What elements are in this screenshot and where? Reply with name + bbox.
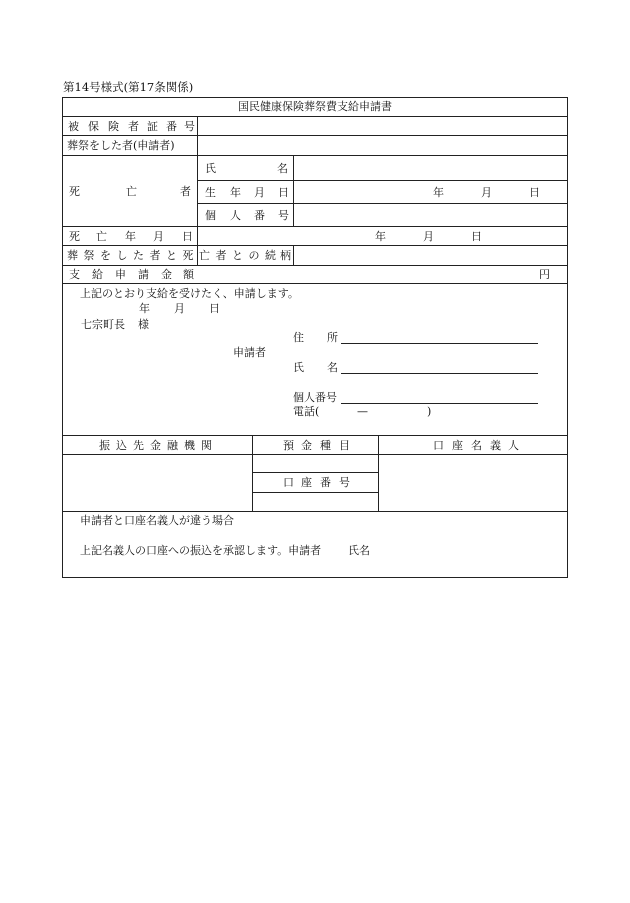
applicant-caption: 申請者	[233, 346, 266, 359]
form-number: 第14号様式(第17条関係)	[63, 80, 194, 94]
bank-institution-field[interactable]	[64, 456, 250, 510]
applicant-field[interactable]	[200, 136, 566, 154]
request-statement: 上記のとおり支給を受けたく、申請します。	[80, 287, 299, 300]
relationship-field[interactable]	[296, 246, 566, 264]
consent-name-label: 氏名	[348, 544, 370, 557]
deposit-type-field[interactable]	[254, 456, 376, 471]
insurance-number-field[interactable]	[200, 117, 566, 134]
consent-case: 申請者と口座名義人が違う場合	[80, 514, 234, 527]
account-number-field[interactable]	[254, 494, 376, 510]
yen-unit: 円	[539, 268, 550, 281]
consent-statement: 上記名義人の口座への振込を承認します。申請者	[80, 544, 322, 557]
personal-number-field[interactable]	[296, 204, 566, 225]
account-holder-field[interactable]	[380, 456, 566, 510]
applicant-label: 葬祭をした者(申請者)	[67, 139, 175, 152]
deceased-name-field[interactable]	[296, 157, 566, 179]
form-title: 国民健康保険葬祭費支給申請書	[238, 100, 392, 113]
